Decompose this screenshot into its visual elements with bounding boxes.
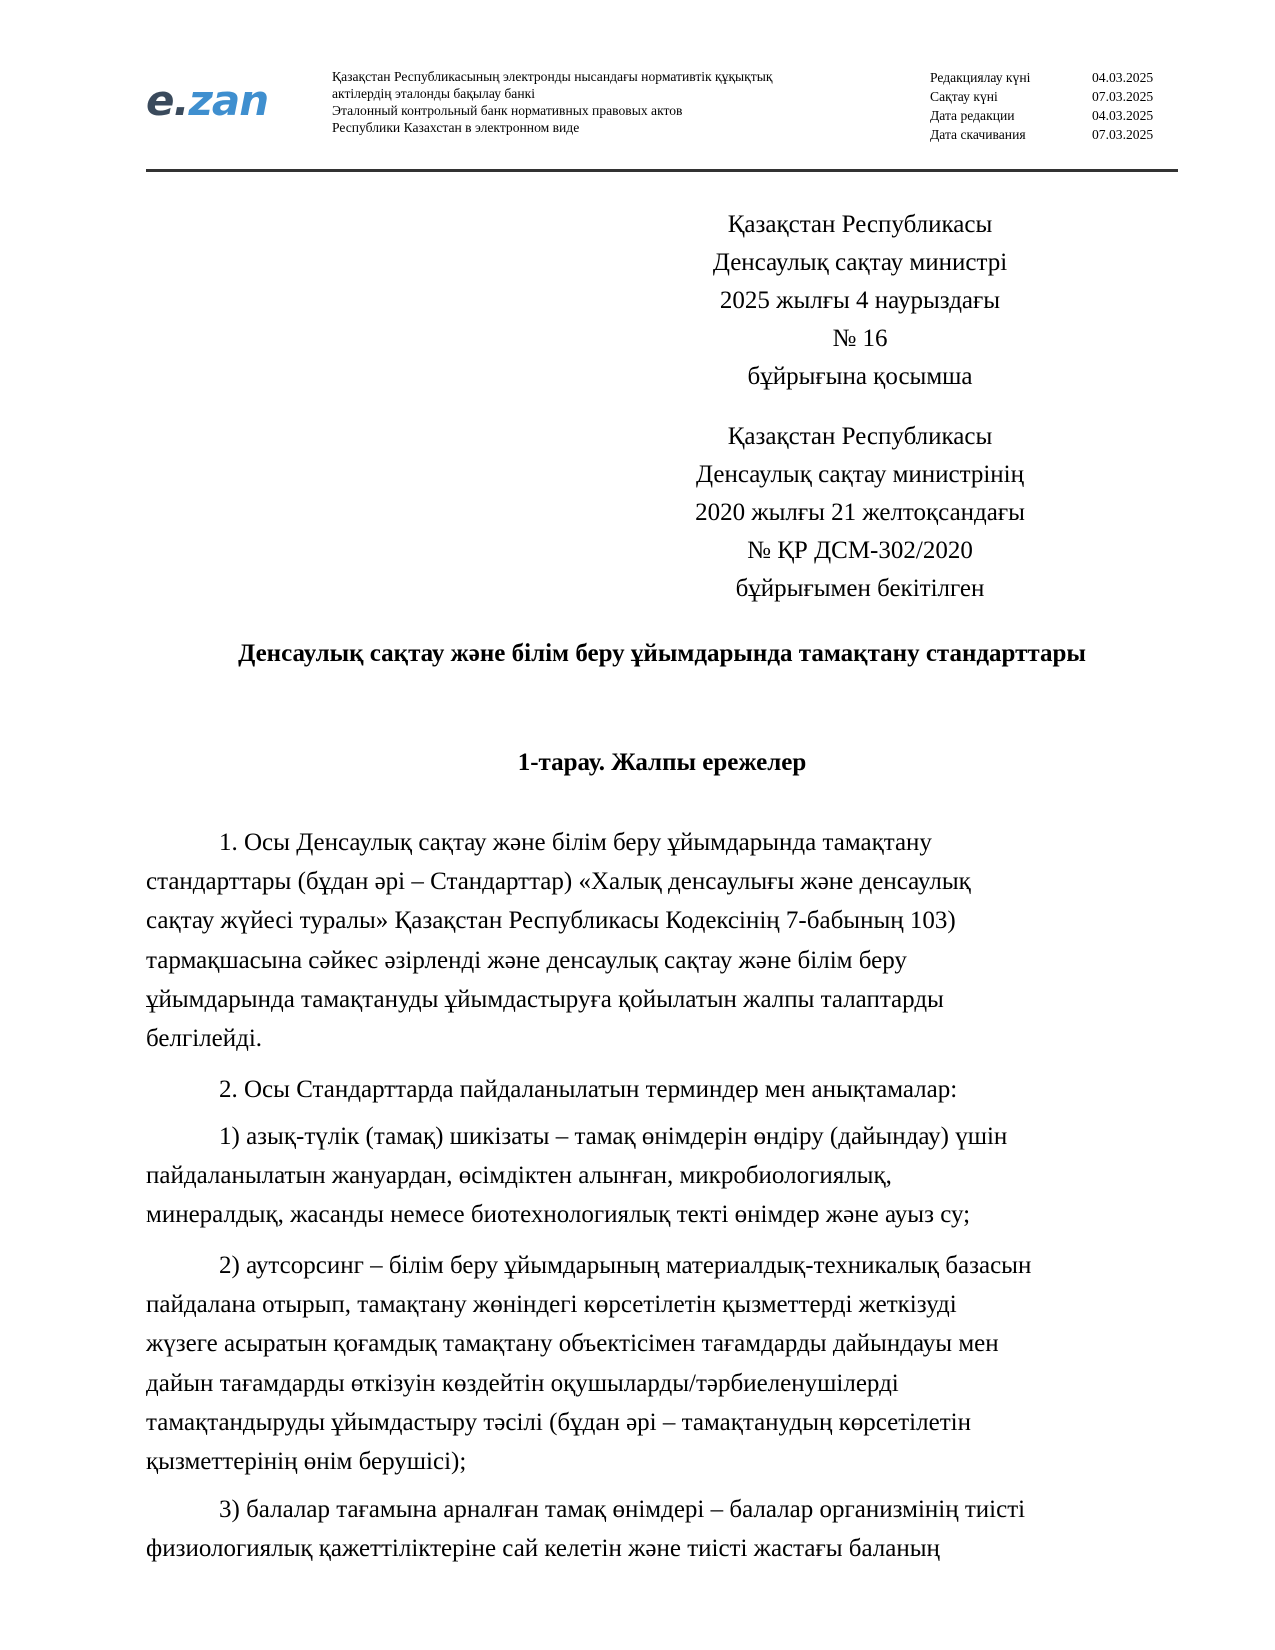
definition-2 bbox=[146, 1246, 1186, 1481]
date-row-download-ru bbox=[930, 125, 1190, 144]
annex-block bbox=[610, 206, 1110, 396]
date-row-edit-ru bbox=[930, 106, 1190, 125]
chapter-heading: 1-тарау. Жалпы ережелер bbox=[517, 749, 807, 776]
text-line: жүзеге асыратын қоғамдық тамақтану объектісімен тағамдарды дайындауы мен bbox=[146, 1330, 999, 1358]
approval-line: бұйрығымен бекітілген bbox=[735, 575, 985, 602]
text-line: дайын тағамдарды өткізуін көздейтін оқушыларды/тәрбиеленушілерді bbox=[146, 1369, 899, 1397]
header-divider bbox=[146, 169, 1178, 172]
date-info bbox=[930, 68, 1190, 144]
text-line: 1. Осы Денсаулық сақтау және білім беру ұйымдарында тамақтану bbox=[219, 829, 932, 856]
date-label: Дата редакции bbox=[930, 108, 1015, 123]
ezan-logo[interactable] bbox=[146, 76, 269, 125]
logo-zan: zan bbox=[188, 76, 269, 125]
text-line: ұйымдарында тамақтануды ұйымдастыруға қойылатын жалпы талаптарды bbox=[146, 985, 944, 1013]
bank-title-line: Қазақстан Республикасының электронды нысандағы нормативтік құқықтық bbox=[332, 69, 773, 84]
document-title: Денсаулық сақтау және білім беру ұйымдарында тамақтану стандарттары bbox=[238, 640, 1086, 667]
text-line: қызметтерінің өнім берушісі); bbox=[146, 1448, 467, 1476]
date-value: 07.03.2025 bbox=[1092, 127, 1154, 142]
definition-3 bbox=[146, 1490, 1186, 1568]
page-header bbox=[146, 62, 1184, 170]
text-line: 3) балалар тағамына арналған тамақ өнімдері – балалар организмінің тиісті bbox=[219, 1496, 1026, 1523]
annex-line: бұйрығына қосымша bbox=[747, 363, 973, 390]
text-line: стандарттары (бұдан әрі – Стандарттар) «Халық денсаулығы және денсаулық bbox=[146, 868, 971, 896]
date-label: Дата скачивания bbox=[930, 127, 1026, 142]
annex-line: 2025 жылғы 4 наурыздағы bbox=[719, 287, 1001, 314]
date-value: 04.03.2025 bbox=[1092, 108, 1154, 123]
date-row-save-kz bbox=[930, 87, 1190, 106]
text-line: 1) азық-түлік (тамақ) шикізаты – тамақ өнімдерін өндіру (дайындау) үшін bbox=[219, 1123, 1008, 1150]
bank-title-line: Республики Казахстан в электронном виде bbox=[332, 120, 580, 135]
definition-1 bbox=[146, 1117, 1186, 1235]
text-line: тармақшасына сәйкес әзірленді және денсаулық сақтау және білім беру bbox=[146, 946, 907, 974]
logo-dot: . bbox=[173, 76, 189, 125]
date-value: 07.03.2025 bbox=[1092, 89, 1154, 104]
annex-line: Қазақстан Республикасы bbox=[727, 211, 993, 238]
date-label: Сақтау күні bbox=[930, 89, 998, 104]
date-row-edit-kz bbox=[930, 68, 1190, 87]
approval-line: Қазақстан Республикасы bbox=[727, 423, 993, 450]
annex-line: № 16 bbox=[832, 325, 888, 352]
text-line: 2) аутсорсинг – білім беру ұйымдарының материалдық-техникалық базасын bbox=[219, 1252, 1032, 1279]
text-line: минералдық, жасанды немесе биотехнологиялық текті өнімдер және ауыз су; bbox=[146, 1201, 971, 1229]
paragraph-2 bbox=[146, 1070, 1186, 1109]
text-line: тамақтандыруды ұйымдастыру тәсілі (бұдан әрі – тамақтанудың көрсетілетін bbox=[146, 1408, 971, 1436]
bank-title bbox=[332, 68, 892, 136]
approval-line: 2020 жылғы 21 желтоқсандағы bbox=[695, 499, 1025, 526]
date-value: 04.03.2025 bbox=[1092, 70, 1154, 85]
approval-block bbox=[610, 418, 1110, 608]
bank-title-line: актілердің эталонды бақылау банкі bbox=[332, 86, 535, 101]
annex-line: Денсаулық сақтау министрі bbox=[712, 249, 1008, 276]
approval-line: Денсаулық сақтау министрінің bbox=[695, 461, 1024, 488]
text-line: пайдалана отырып, тамақтану жөніндегі көрсетілетін қызметтерді жеткізуді bbox=[146, 1291, 957, 1319]
text-line: физиологиялық қажеттіліктеріне сай келетін және тиісті жастағы баланың bbox=[146, 1535, 940, 1563]
bank-title-line: Эталонный контрольный банк нормативных правовых актов bbox=[332, 103, 683, 118]
text-line: пайдаланылатын жануардан, өсімдіктен алынған, микробиологиялық, bbox=[146, 1162, 892, 1190]
text-line: сақтау жүйесі туралы» Қазақстан Республикасы Кодексінің 7-бабының 103) bbox=[146, 907, 956, 935]
logo-e: e bbox=[146, 76, 174, 125]
approval-line: № ҚР ДСМ-302/2020 bbox=[747, 537, 973, 564]
paragraph-1 bbox=[146, 823, 1186, 1058]
text-line: 2. Осы Стандарттарда пайдаланылатын терминдер мен анықтамалар: bbox=[219, 1076, 958, 1103]
date-label: Редакциялау күні bbox=[930, 70, 1031, 85]
text-line: белгілейді. bbox=[146, 1025, 263, 1053]
